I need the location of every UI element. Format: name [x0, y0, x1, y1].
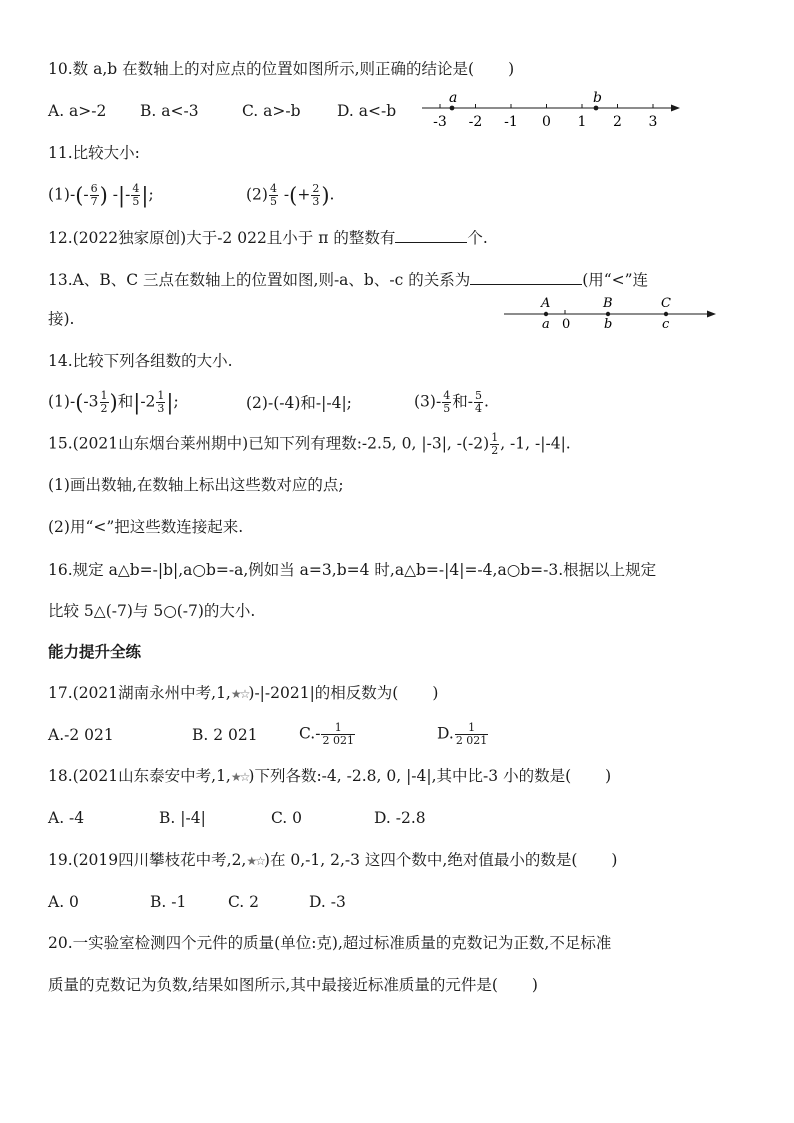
q12-stem-end: 个.: [467, 229, 488, 247]
q17-option-a: A.-2 021: [48, 726, 114, 744]
q18-option-b: B. |-4|: [159, 809, 206, 827]
q10-tick-label: -3: [433, 114, 447, 130]
q11-part1: (1)-(- $\frac{6}{7}$ ) -|- $\frac{4}{5}$ |;: [48, 182, 154, 208]
q13-point-a: [544, 312, 548, 316]
q10-label-a: a: [449, 90, 458, 106]
q10-tick-label: -1: [504, 114, 518, 130]
q16-line2: 比较 5△(-7)与 5○(-7)的大小.: [48, 602, 256, 620]
q10-axis-arrow: [671, 105, 680, 112]
q11-p2-b-sign: +: [297, 185, 311, 204]
q10-stem: [48, 58, 514, 80]
q14-p3-mid: 和-: [452, 392, 473, 411]
q15-stem: [48, 432, 571, 457]
q18-option-a: A. -4: [48, 809, 85, 827]
q11-p2-frac-b: $\frac{2}{3}$: [312, 182, 320, 208]
q20-line2-text: 质量的克数记为负数,结果如图所示,其中最接近标准质量的元件是(: [48, 976, 498, 994]
q12-stem-text: 12.(2022独家原创)大于-2 022且小于 π 的整数有: [48, 229, 396, 247]
q14-p3-a-frac: $\frac{4}{5}$: [443, 389, 451, 415]
q11-part2: (2) $\frac{4}{5}$ -(+ $\frac{2}{3}$ ).: [246, 182, 335, 208]
q11-p2-label: (2): [246, 185, 268, 204]
q19-stem: [48, 849, 617, 872]
q11-p1-b-sign: -: [125, 185, 131, 204]
star-rating-icon: ★☆: [230, 687, 249, 701]
q13-label-B: B: [603, 296, 613, 311]
q19-option-c: C. 2: [228, 893, 260, 911]
q19-option-a: A. 0: [48, 893, 79, 911]
q10-label-b: b: [593, 90, 602, 106]
q17-option-d-frac: $\frac{1}{2 021}$: [455, 721, 488, 747]
q10-option-a: A. a>-2: [48, 102, 107, 120]
q14-p1-b-int: -2: [140, 392, 156, 411]
q18-option-d: D. -2.8: [374, 809, 426, 827]
q11-p1-label: (1): [48, 185, 70, 204]
q10-tick-label: 0: [542, 114, 551, 130]
q17-option-d: [437, 722, 489, 747]
q14-p3-label: (3)-: [414, 392, 442, 411]
q20-line2: [48, 974, 538, 996]
q14-part1: (1)-(-3 $\frac{1}{2}$ )和|-2 $\frac{1}{3}$ |;: [48, 389, 179, 415]
star-rating-icon: ★☆: [230, 770, 249, 784]
q10-option-d: D. a<-b: [337, 102, 397, 120]
q13-label-c: c: [662, 317, 670, 332]
q17-stem-end: ): [432, 684, 439, 702]
q15-stem-post: , -1, -|-4|.: [500, 434, 571, 453]
q14-p1-mid: 和: [117, 392, 134, 411]
q13-answer-blank[interactable]: [470, 268, 582, 285]
q19-option-d: D. -3: [309, 893, 346, 911]
q14-p1-label: (1)-: [48, 392, 76, 411]
q15-stem-pre: 15.(2021山东烟台莱州期中)已知下列有理数:-2.5, 0, |-3|, -(-2): [48, 434, 490, 453]
q13-point-c: [664, 312, 668, 316]
q17-option-d-label: D.: [437, 724, 454, 743]
q11-title: 11.比较大小:: [48, 144, 140, 162]
q17-option-c-frac: $\frac{1}{2 021}$: [322, 721, 354, 747]
q14-p1-b-frac: $\frac{1}{3}$: [157, 389, 165, 415]
q19-option-b: B. -1: [150, 893, 187, 911]
q14-part2: (2)-(-4)和-|-4|;: [246, 394, 352, 412]
q17-stem-post: )-|-2021|的相反数为(: [248, 684, 399, 702]
q18-stem-post: )下列各数:-4, -2.8, 0, |-4|,其中比-3 小的数是(: [248, 767, 572, 785]
q14-part3: (3)- $\frac{4}{5}$ 和- $\frac{5}{4}$ .: [414, 389, 489, 415]
q10-option-b: B. a<-3: [140, 102, 199, 120]
q18-option-c: C. 0: [271, 809, 303, 827]
q12-answer-blank[interactable]: [395, 226, 467, 243]
q10-stem-text: 10.数 a,b 在数轴上的对应点的位置如图所示,则正确的结论是(: [48, 60, 475, 78]
q19-stem-post: )在 0,-1, 2,-3 这四个数中,绝对值最小的数是(: [263, 851, 578, 869]
q10-option-c: C. a>-b: [242, 102, 301, 120]
q13-label-C: C: [661, 296, 671, 311]
q10-tick-label: 2: [613, 114, 622, 130]
q10-stem-end: ): [508, 60, 515, 78]
q13-line2: 接).: [48, 310, 75, 328]
q18-stem-pre: 18.(2021山东泰安中考,1,: [48, 767, 231, 785]
q12-stem: [48, 226, 488, 249]
star-rating-icon: ★☆: [246, 854, 264, 868]
q14-p3-b-frac: $\frac{5}{4}$: [474, 389, 482, 415]
q10-number-line: [418, 86, 688, 132]
q18-stem: [48, 765, 611, 788]
q11-p1-frac-b: $\frac{4}{5}$: [132, 182, 140, 208]
q19-stem-pre: 19.(2019四川攀枝花中考,2,: [48, 851, 247, 869]
q13-stem-text: 13.A、B、C 三点在数轴上的位置如图,则-a、b、-c 的关系为: [48, 271, 471, 289]
q13-label-zero: 0: [562, 317, 571, 332]
q13-stem-end: (用“<”连: [582, 271, 649, 289]
q13-point-b: [606, 312, 610, 316]
q19-stem-end: ): [611, 851, 618, 869]
q20-line1: 20.一实验室检测四个元件的质量(单位:克),超过标准质量的克数记为正数,不足标准: [48, 934, 612, 952]
q17-option-c-label: C.-: [299, 724, 321, 743]
q15-frac: $\frac{1}{2}$: [491, 431, 499, 457]
q16-line1: 16.规定 a△b=-|b|,a○b=-a,例如当 a=3,b=4 时,a△b=-|4|=-4,a○b=-3.根据以上规定: [48, 561, 657, 579]
q14-p1-a-int: -3: [83, 392, 99, 411]
q13-label-A: A: [541, 296, 551, 311]
q10-point-a: [450, 106, 455, 111]
q14-p1-a-frac: $\frac{1}{2}$: [100, 389, 108, 415]
q10-tick-label: 1: [577, 114, 587, 130]
q13-number-line: [504, 294, 722, 334]
q11-p1-a-sign: -: [83, 185, 89, 204]
q13-label-a: a: [542, 317, 550, 332]
q13-label-b: b: [604, 317, 613, 332]
q14-title: 14.比较下列各组数的大小.: [48, 352, 233, 370]
q10-tick-label: 3: [648, 114, 658, 130]
q15-part2: (2)用“<”把这些数连接起来.: [48, 518, 244, 536]
q17-option-c: [299, 722, 356, 747]
q10-tick-label: -2: [468, 114, 483, 130]
q18-stem-end: ): [605, 767, 612, 785]
q17-stem-pre: 17.(2021湖南永州中考,1,: [48, 684, 231, 702]
q13-axis-arrow: [707, 311, 716, 318]
q15-part1: (1)画出数轴,在数轴上标出这些数对应的点;: [48, 476, 344, 494]
q17-option-b: B. 2 021: [192, 726, 258, 744]
q11-p2-frac-a: $\frac{4}{5}$: [269, 182, 277, 208]
q13-stem: [48, 268, 648, 291]
q20-stem-end: ): [531, 976, 538, 994]
q10-point-b: [594, 106, 599, 111]
q17-stem: [48, 682, 438, 705]
section-title: 能力提升全练: [48, 643, 142, 661]
q11-p1-frac-a: $\frac{6}{7}$: [90, 182, 98, 208]
